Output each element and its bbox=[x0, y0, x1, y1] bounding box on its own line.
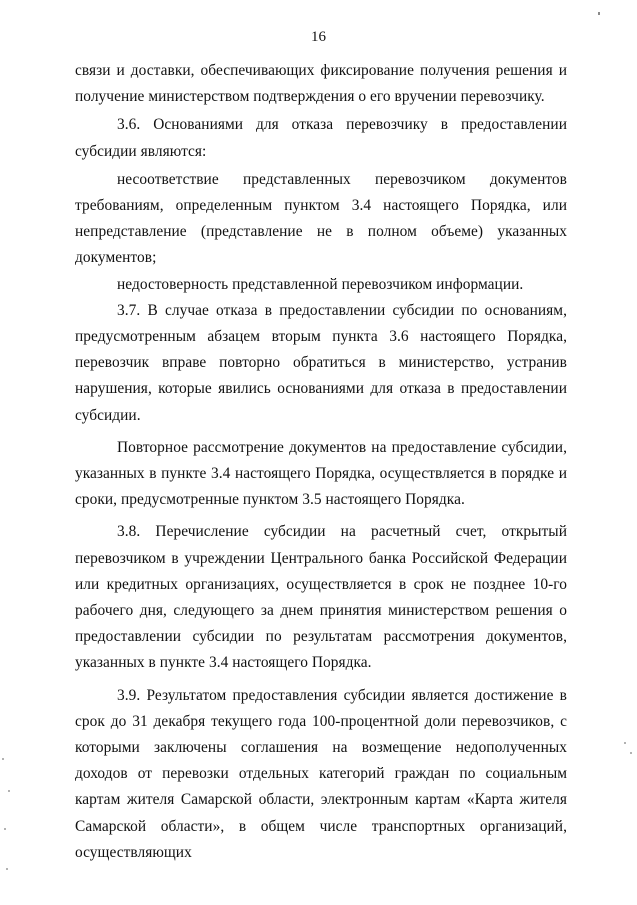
scan-artifact-dot bbox=[2, 758, 4, 760]
page-number: 16 bbox=[311, 29, 326, 45]
scan-artifact-dot bbox=[4, 828, 6, 830]
paragraph-continuation: связи и доставки, обеспечивающих фиксирование получения решения и получение министерством подтверждения о его вручении перевозчику. bbox=[75, 62, 567, 106]
paragraph-3-6: 3.6. Основаниями для отказа перевозчику в предоставлении субсидии являются: bbox=[75, 116, 567, 160]
paragraph-3-9: 3.9. Результатом предоставления субсидии является достижение в срок до 31 декабря текущего года 100-процентной доли перевозчиков, с которыми заключены соглашения на возмещение недополученных доходов от перевозки отдельных категорий граждан по социальным картам жителя Самарской области, электронным картам «Карта жителя Самарской области», в общем числе транспортных организаций, осуществляющих bbox=[75, 686, 567, 861]
scan-artifact-dot bbox=[624, 742, 626, 744]
paragraph-3-7-repeat-review: Повторное рассмотрение документов на предоставление субсидии, указанных в пункте 3.4 настоящего Порядка, осуществляется в порядке и сроки, предусмотренные пунктом 3.5 настоящего Порядка. bbox=[75, 438, 567, 509]
scan-artifact-dot bbox=[6, 868, 8, 870]
scan-artifact-mark bbox=[598, 12, 600, 15]
paragraph-3-7: 3.7. В случае отказа в предоставлении субсидии по основаниям, предусмотренным абзацем вторым пункта 3.6 настоящего Порядка, перевозчик вправе повторно обратиться в министерство, устранив нарушения, которые явились основаниями для отказа в предоставлении субсидии. bbox=[75, 301, 567, 424]
paragraph-3-6-item-1: несоответствие представленных перевозчиком документов требованиям, определенным пунктом 3.4 настоящего Порядка, или непредставление (представление не в полном объеме) указанных документов; bbox=[75, 170, 567, 267]
paragraph-3-8: 3.8. Перечисление субсидии на расчетный счет, открытый перевозчиком в учреждении Центрального банка Российской Федерации или кредитных организациях, осуществляется в срок не позднее 10-го рабочего дня, следующего за днем принятия министерством решения о предоставлении субсидии по результатам рассмотрения документов, указанных в пункте 3.4 настоящего Порядка. bbox=[75, 523, 567, 672]
scan-artifact-dot bbox=[630, 752, 632, 754]
scan-artifact-dot bbox=[8, 790, 10, 792]
paragraph-3-6-item-2: недостоверность представленной перевозчиком информации. bbox=[117, 275, 524, 293]
document-body bbox=[75, 58, 567, 866]
